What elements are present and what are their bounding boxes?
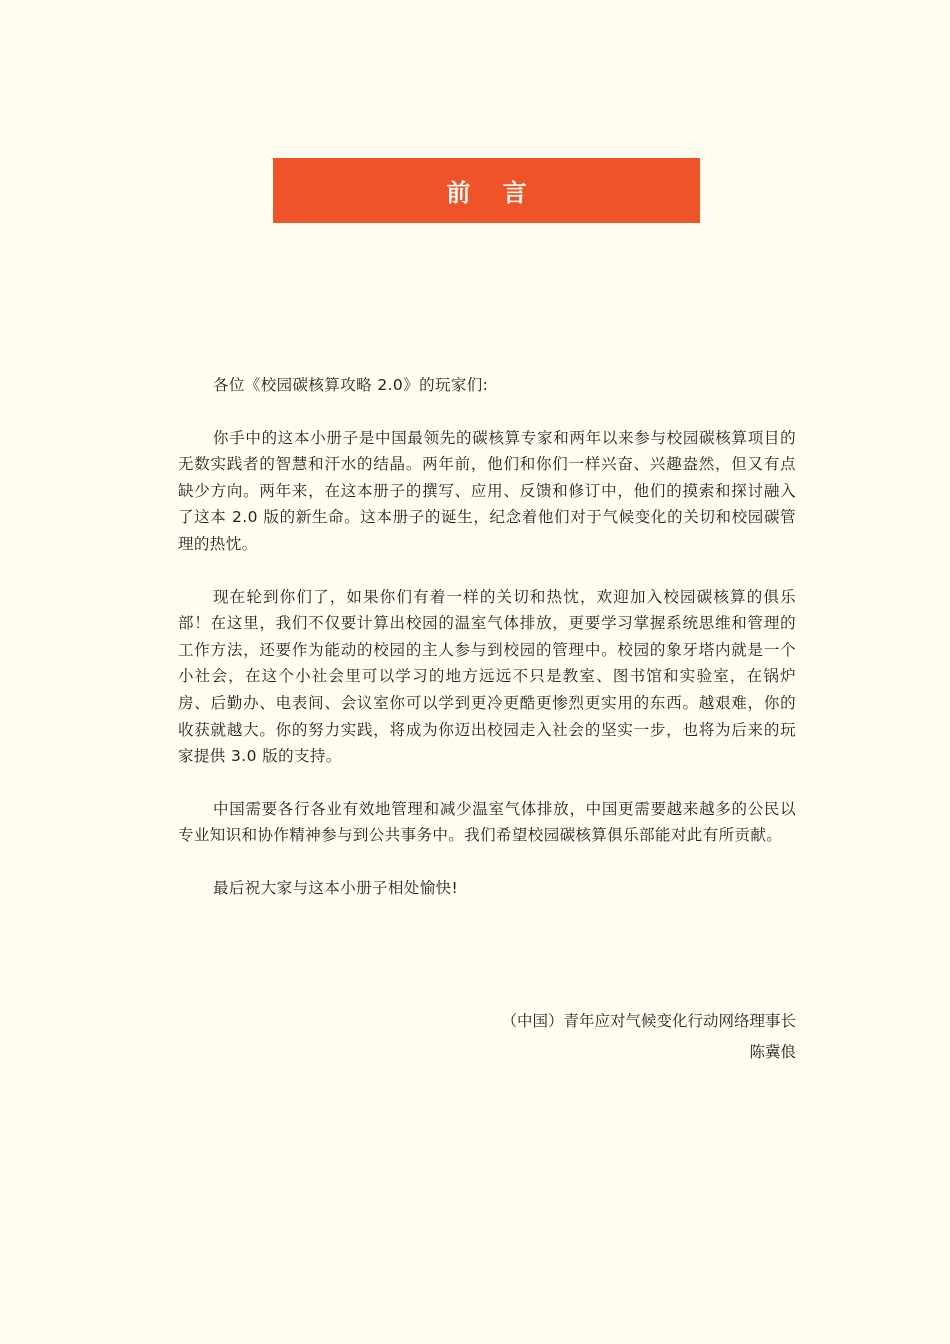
- title-banner: [273, 158, 700, 223]
- letter-body: [178, 372, 796, 902]
- signature-block: [501, 1007, 796, 1066]
- paragraph-1: 你手中的这本小册子是中国最领先的碳核算专家和两年以来参与校园碳核算项目的无数实践者的智慧和汗水的结晶。两年前，他们和你们一样兴奋、兴趣盎然，但又有点缺少方向。两年来，在这本册子的撰写、应用、反馈和修订中，他们的摸索和探讨融入了这本 2.0 版的新生命。这本册子的诞生，纪念着他们对于气候变化的关切和校园碳管理的热忱。: [178, 428, 796, 553]
- closing-line: 最后祝大家与这本小册子相处愉快!: [213, 878, 459, 897]
- signature-organization: （中国）青年应对气候变化行动网络理事长: [501, 1012, 796, 1030]
- page-title: 前 言: [446, 179, 539, 207]
- paragraph-3: 中国需要各行各业有效地管理和减少温室气体排放，中国更需要越来越多的公民以专业知识和协作精神参与到公共事务中。我们希望校园碳核算俱乐部能对此有所贡献。: [178, 799, 796, 845]
- salutation: 各位《校园碳核算攻略 2.0》的玩家们:: [213, 376, 489, 394]
- paragraph-2: 现在轮到你们了，如果你们有着一样的关切和热忱，欢迎加入校园碳核算的俱乐部！在这里，我们不仅要计算出校园的温室气体排放，更要学习掌握系统思维和管理的工作方法，还要作为能动的校园的主人参与到校园的管理中。校园的象牙塔内就是一个小社会，在这个小社会里可以学习的地方远远不只是教室、图书馆和实验室，在锅炉房、后勤办、电表间、会议室你可以学到更冷更酷更惨烈更实用的东西。越艰难，你的收获就越大。你的努力实践，将成为你迈出校园走入社会的坚实一步，也将为后来的玩家提供 3.0 版的支持。: [178, 587, 796, 766]
- signature-name: 陈冀俍: [749, 1043, 796, 1061]
